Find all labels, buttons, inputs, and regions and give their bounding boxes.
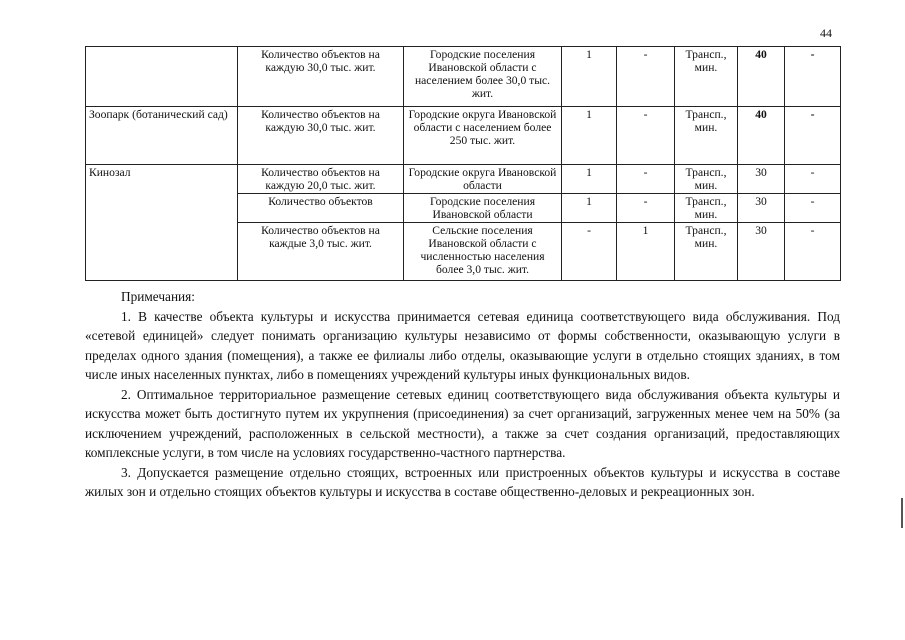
extra-cell: - [785, 107, 841, 165]
unit-cell: Трансп., мин. [675, 165, 738, 194]
norms-table-container [85, 46, 841, 281]
indicator-cell: Количество объектов на каждую 20,0 тыс. жит. [238, 165, 404, 194]
indicator-cell: Количество объектов на каждую 30,0 тыс. жит. [238, 107, 404, 165]
object-cell [86, 47, 238, 107]
value-cell: - [617, 194, 675, 223]
object-cell: Кинозал [86, 165, 238, 281]
indicator-cell: Количество объектов [238, 194, 404, 223]
table-row [86, 107, 841, 165]
time-cell: 30 [738, 223, 785, 281]
note-item: 2. Оптимальное территориальное размещение сетевых единиц соответствующего вида обслуживания объекта культуры и искусства может быть достигнуто путем их укрупнения (присоединения) за счет организаций, загруженных менее чем на 50% (за исключением учреждений, расположенных в сельской местности), а также за счет создания организаций, предоставляющих комплексные услуги, в том числе на условиях государственно-частного партнерства. [85, 386, 840, 460]
note-item: 1. В качестве объекта культуры и искусства принимается сетевая единица соответствующего вида обслуживания. Под «сетевой единицей» следует понимать организацию культуры независимо от формы собственности, оказывающую услуги в пределах одного здания (помещения), а также ее филиалы либо отделы, оказывающие услуги в отдельно стоящих зданиях, в том числе иных населенных пунктах, либо в помещениях учреждений культуры иных функциональных видов. [85, 308, 840, 382]
notes-heading: Примечания: [121, 289, 195, 304]
value-cell: 1 [562, 47, 617, 107]
indicator-cell: Количество объектов на каждые 3,0 тыс. жит. [238, 223, 404, 281]
table-row [86, 165, 841, 194]
territory-cell: Городские округа Ивановской области с населением более 250 тыс. жит. [404, 107, 562, 165]
value-cell: - [617, 107, 675, 165]
value-cell: 1 [562, 165, 617, 194]
value-cell: - [562, 223, 617, 281]
norms-table [85, 46, 841, 281]
indicator-cell: Количество объектов на каждую 30,0 тыс. жит. [238, 47, 404, 107]
notes-section [85, 287, 840, 502]
territory-cell: Городские поселения Ивановской области [404, 194, 562, 223]
object-cell: Зоопарк (ботанический сад) [86, 107, 238, 165]
unit-cell: Трансп., мин. [675, 223, 738, 281]
time-cell: 40 [738, 47, 785, 107]
extra-cell: - [785, 47, 841, 107]
page-number: 44 [820, 26, 832, 40]
time-cell: 30 [738, 194, 785, 223]
unit-cell: Трансп., мин. [675, 47, 738, 107]
unit-cell: Трансп., мин. [675, 194, 738, 223]
time-cell: 30 [738, 165, 785, 194]
territory-cell: Городские округа Ивановской области [404, 165, 562, 194]
value-cell: 1 [617, 223, 675, 281]
extra-cell: - [785, 194, 841, 223]
extra-cell: - [785, 165, 841, 194]
note-item: 3. Допускается размещение отдельно стоящих, встроенных или пристроенных объектов культуры и искусства в составе жилых зон и отдельно стоящих объектов культуры и искусства в составе общественно-деловых и рекреационных зон. [85, 464, 840, 499]
extra-cell: - [785, 223, 841, 281]
value-cell: - [617, 165, 675, 194]
territory-cell: Городские поселения Ивановской области с населением более 30,0 тыс. жит. [404, 47, 562, 107]
value-cell: - [617, 47, 675, 107]
value-cell: 1 [562, 194, 617, 223]
territory-cell: Сельские поселения Ивановской области с численностью населения более 3,0 тыс. жит. [404, 223, 562, 281]
time-cell: 40 [738, 107, 785, 165]
value-cell: 1 [562, 107, 617, 165]
unit-cell: Трансп., мин. [675, 107, 738, 165]
table-row [86, 47, 841, 107]
scan-edge-mark [901, 498, 903, 528]
